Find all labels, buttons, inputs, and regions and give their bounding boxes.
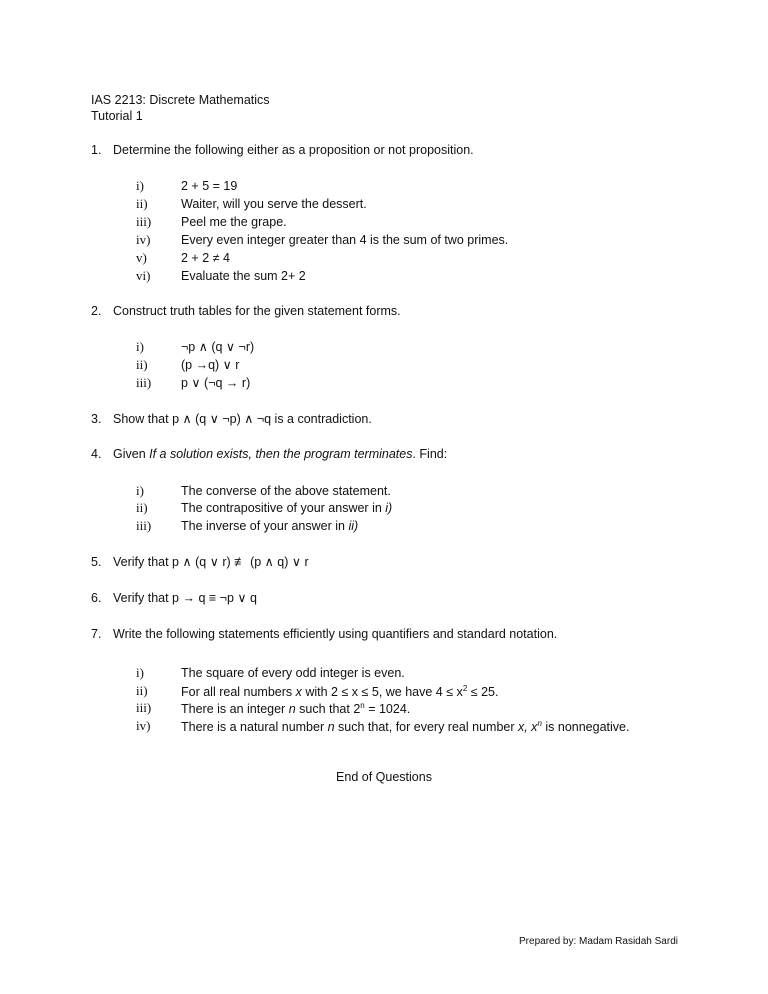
item-text-ref: i)	[385, 501, 393, 515]
item-text-main: The contrapositive of your answer in	[181, 501, 386, 515]
item-text: 2 + 5 = 19	[181, 179, 238, 193]
item-text-part: = 1024.	[364, 702, 411, 716]
item-text	[181, 702, 410, 716]
item-text	[181, 720, 629, 734]
question-number: 2.	[91, 304, 102, 318]
item-text-part: such that 2	[295, 702, 361, 716]
question-text-suffix: . Find:	[412, 447, 448, 461]
item-label: ii)	[136, 196, 148, 211]
question-text	[113, 448, 447, 461]
item-label: i)	[136, 339, 144, 354]
item-text-part: For all real numbers	[181, 685, 296, 699]
question-text: Verify that p ∧ (q ∨ r) ≢ (p ∧ q) ∨ r	[113, 555, 309, 569]
item-text: ¬p ∧ (q ∨ ¬r)	[181, 340, 255, 354]
item-label: iii)	[136, 375, 152, 390]
item-label: ii)	[136, 500, 148, 515]
question-number: 6.	[91, 591, 102, 605]
item-label: i)	[136, 178, 144, 193]
item-text-part: such that, for every real number	[334, 720, 518, 734]
item-text: Every even integer greater than 4 is the sum of two primes.	[181, 233, 509, 247]
item-label: v)	[136, 250, 147, 265]
tutorial-title: Tutorial 1	[91, 109, 143, 123]
item-label: iv)	[136, 232, 151, 247]
item-label: ii)	[136, 683, 148, 698]
item-text-part: ≤ 25.	[467, 685, 499, 699]
item-superscript: n	[537, 719, 542, 728]
item-text: Peel me the grape.	[181, 215, 287, 229]
item-label: iii)	[136, 700, 152, 715]
item-label: iv)	[136, 718, 151, 733]
item-text-part: is nonnegative.	[541, 720, 630, 734]
question-text: Verify that p → q ≡ ¬p ∨ q	[113, 591, 257, 605]
course-title: IAS 2213: Discrete Mathematics	[91, 93, 270, 107]
item-text-part: There is an integer	[181, 702, 289, 716]
question-number: 4.	[91, 447, 102, 461]
question-text-prefix: Given	[113, 447, 150, 461]
item-label: i)	[136, 483, 144, 498]
item-text	[181, 502, 392, 515]
item-text	[181, 520, 358, 533]
item-text: p ∨ (¬q → r)	[181, 376, 251, 390]
question-number: 3.	[91, 412, 102, 426]
item-variable: n	[288, 702, 296, 716]
item-variable: n	[327, 720, 335, 734]
item-label: i)	[136, 665, 144, 680]
question-number: 1.	[91, 143, 102, 157]
item-text-part: There is a natural number	[181, 720, 328, 734]
item-text-part: with 2 ≤ x ≤ 5, we have 4 ≤ x	[301, 685, 463, 699]
question-number: 5.	[91, 555, 102, 569]
item-text: The converse of the above statement.	[181, 484, 391, 498]
question-number: 7.	[91, 627, 102, 641]
item-label: iii)	[136, 518, 152, 533]
item-text: The square of every odd integer is even.	[181, 666, 405, 680]
item-label: vi)	[136, 268, 151, 283]
item-superscript: n	[360, 701, 365, 710]
item-superscript: 2	[462, 684, 468, 693]
item-variable: x, x	[517, 720, 538, 734]
item-label: ii)	[136, 357, 148, 372]
item-text: (p →q) ∨ r	[181, 358, 240, 372]
item-text-main: The inverse of your answer in	[181, 519, 349, 533]
item-label: iii)	[136, 214, 152, 229]
item-text: Waiter, will you serve the dessert.	[181, 197, 367, 211]
question-text: Determine the following either as a proposition or not proposition.	[113, 143, 474, 157]
end-of-questions: End of Questions	[336, 770, 432, 784]
item-text: 2 + 2 ≠ 4	[181, 251, 230, 265]
item-text-ref: ii)	[348, 519, 359, 533]
question-text: Construct truth tables for the given statement forms.	[113, 304, 401, 318]
prepared-by-footer: Prepared by: Madam Rasidah Sardi	[519, 936, 678, 947]
item-variable: x	[295, 685, 302, 699]
item-text: Evaluate the sum 2+ 2	[181, 269, 306, 283]
question-text: Show that p ∧ (q ∨ ¬p) ∧ ¬q is a contradiction.	[113, 412, 372, 426]
question-text-italic: If a solution exists, then the program terminates	[149, 447, 413, 461]
question-text: Write the following statements efficiently using quantifiers and standard notation.	[113, 627, 558, 641]
item-text	[181, 685, 498, 699]
